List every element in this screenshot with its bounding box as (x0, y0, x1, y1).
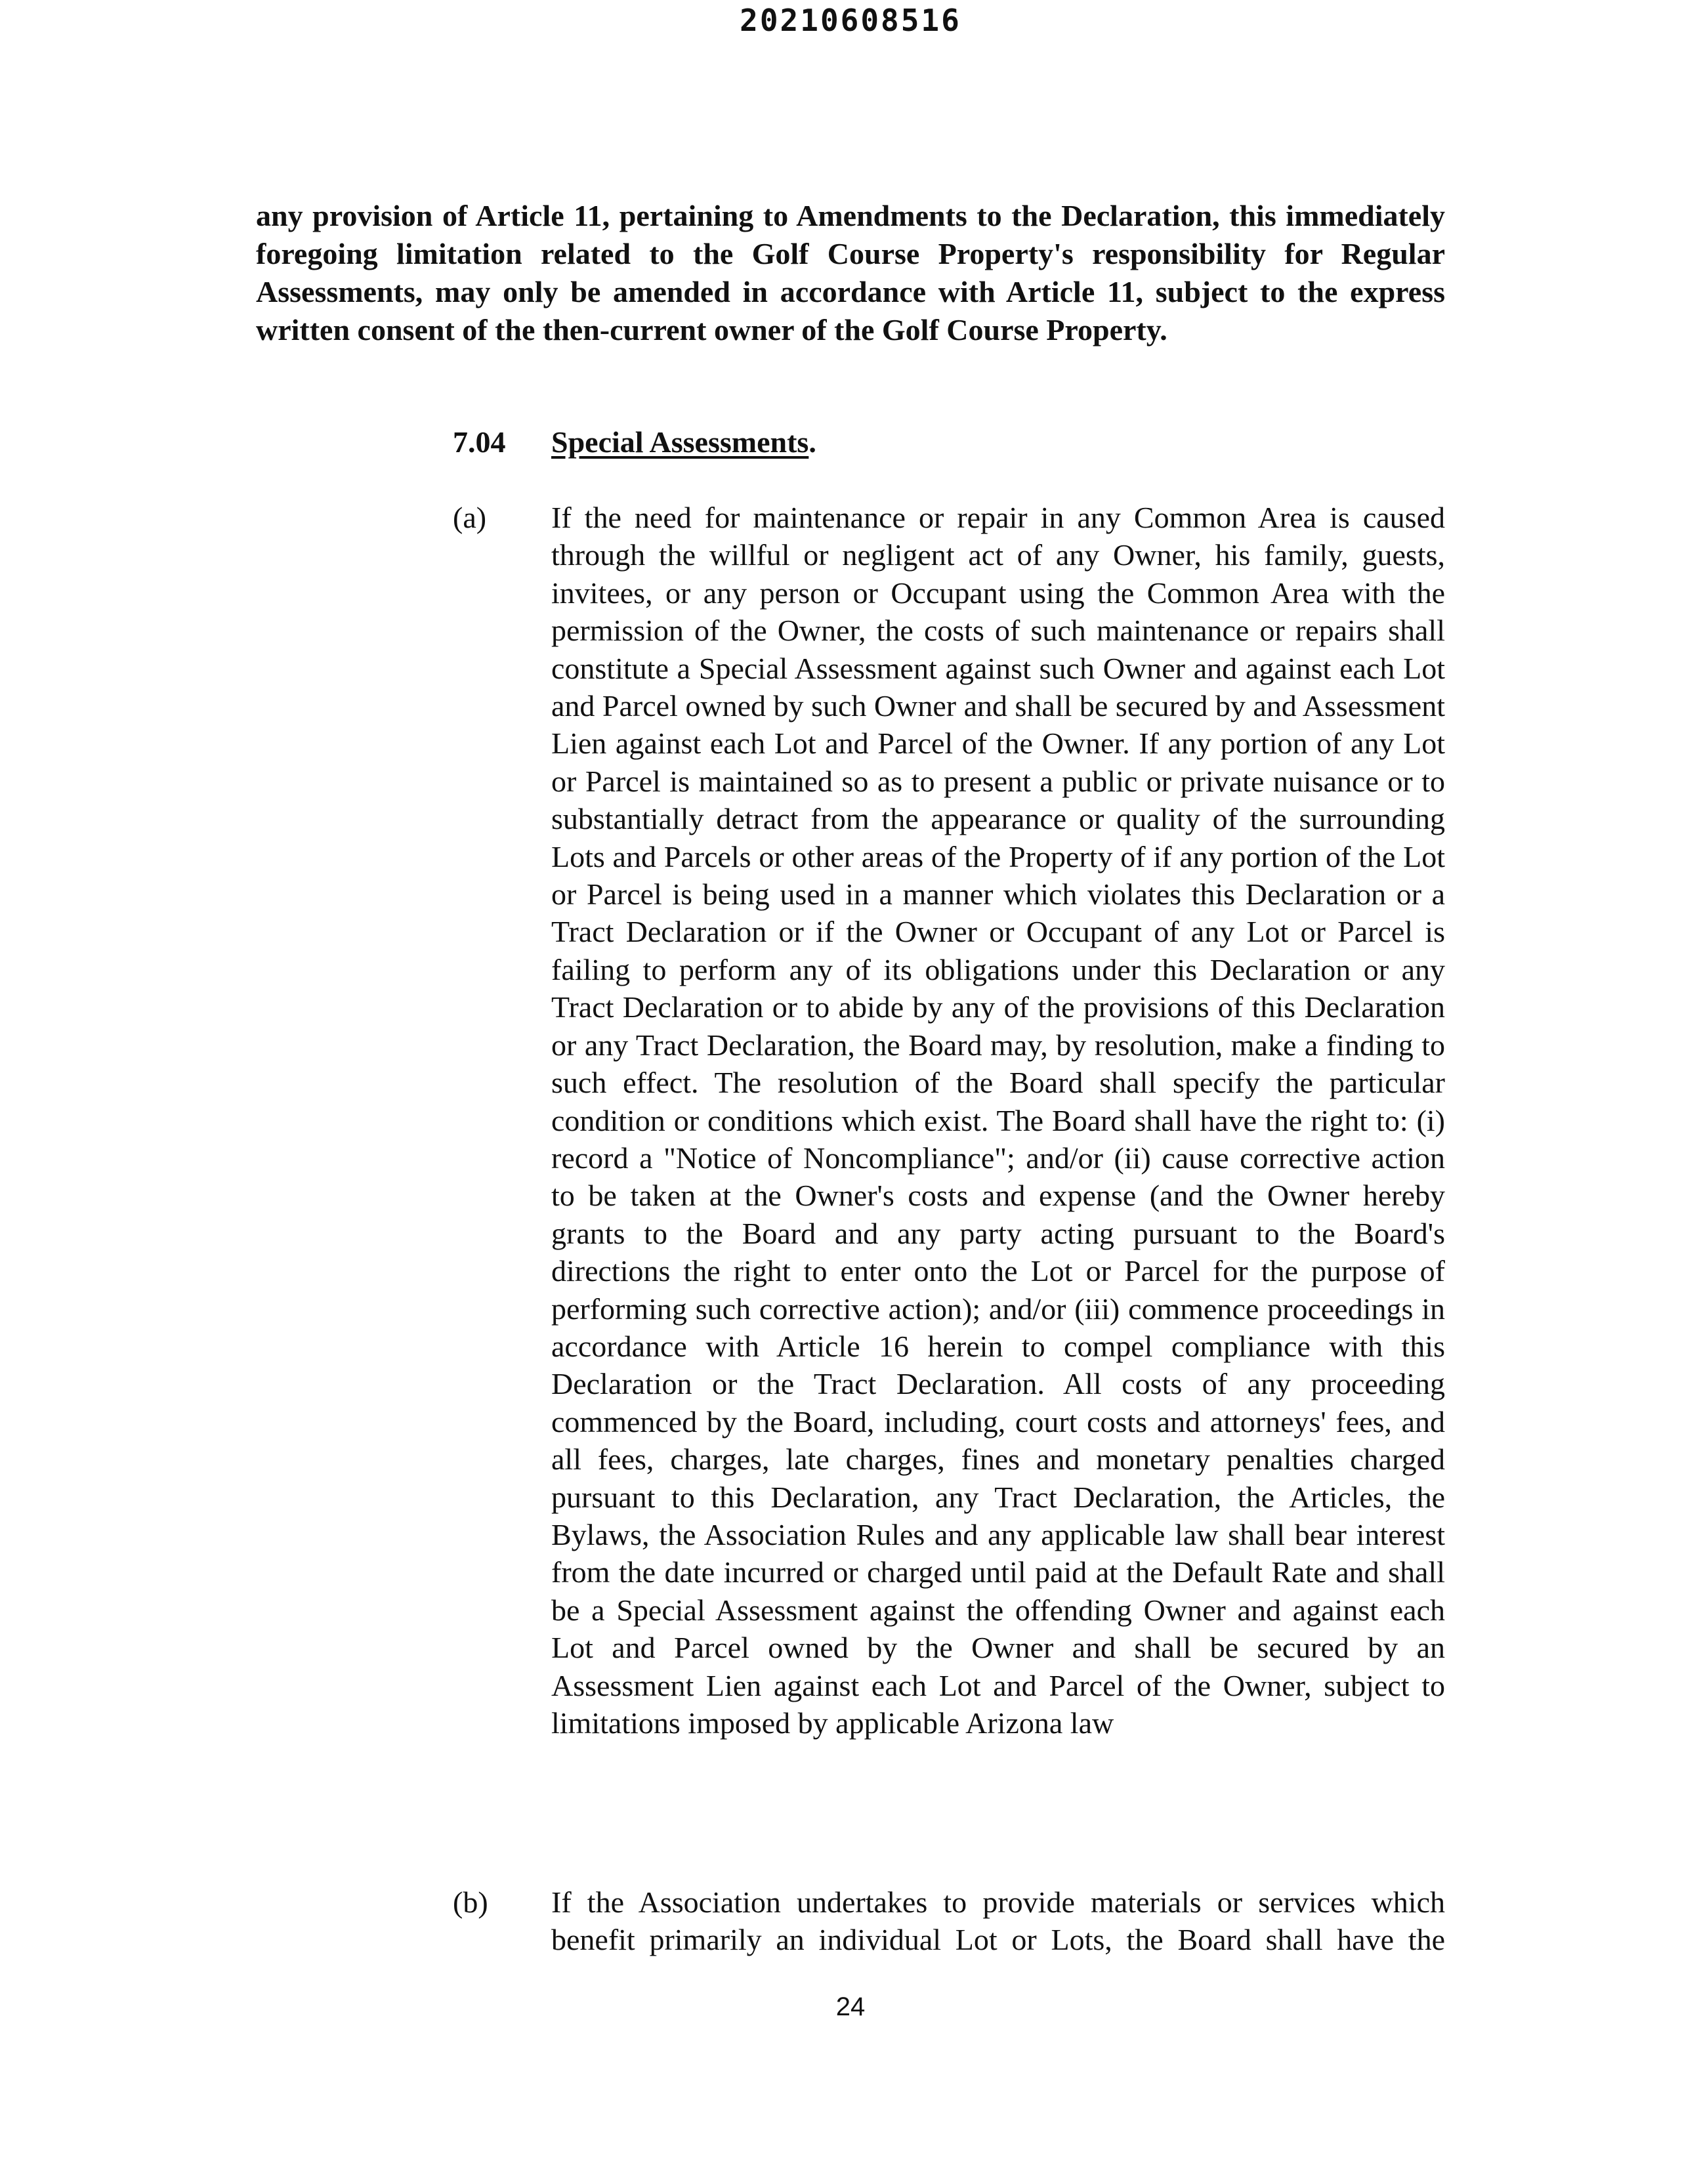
page-number: 24 (835, 1992, 866, 2021)
paragraph-a-label: (a) (453, 501, 487, 534)
section-title: Special Assessments (551, 425, 809, 459)
section-title-period: . (808, 425, 816, 459)
intro-paragraph: any provision of Article 11, pertaining to Amendments to the Declaration, this immediately foregoing limitation related to the Golf Course Property's responsibility for Regular Assessments, may only be amended in accordance with Article 11, subject to the express written consent of the then-current owner of the Golf Course Property. (256, 199, 1445, 346)
section-heading (453, 423, 816, 461)
paragraph-b-text: If the Association undertakes to provide materials or services which benefit primarily an individual Lot or Lots, the Board shall have the (551, 1885, 1445, 1957)
recording-number: 20210608516 (740, 3, 961, 38)
paragraph-b-label: (b) (453, 1885, 488, 1919)
paragraph-a-text: If the need for maintenance or repair in any Common Area is caused through the willful or negligent act of any Owner, his family, guests, invitees, or any person or Occupant using the Common Area with the permission of the Owner, the costs of such maintenance or repairs shall constitute a Special Assessment against such Owner and against each Lot and Parcel owned by such Owner and shall be secured by and Assessment Lien against each Lot and Parcel of the Owner. If any portion of any Lot or Parcel is maintained so as to present a public or private nuisance or to substantially detract from the appearance or quality of the surrounding Lots and Parcels or other areas of the Property of if any portion of the Lot or Parcel is being used in a manner which violates this Declaration or a Tract Declaration or if the Owner or Occupant of any Lot or Parcel is failing to perform any of its obligations under this Declaration or any Tract Declaration or to abide by any of the provisions of this Declaration or any Tract Declaration, the Board may, by resolution, make a finding to such effect. The resolution of the Board shall specify the particular condition or conditions which exist. The Board shall have the right to: (i) record a "Notice of Noncompliance"; and/or (ii) cause corrective action to be taken at the Owner's costs and expense (and the Owner hereby grants to the Board and any party acting pursuant to the Board's directions the right to enter onto the Lot or Parcel for the purpose of performing such corrective action); and/or (iii) commence proceedings in accordance with Article 16 herein to compel compliance with this Declaration or the Tract Declaration. All costs of any proceeding commenced by the Board, including, court costs and attorneys' fees, and all fees, charges, late charges, fines and monetary penalties charged pursuant to this Declaration, any Tract Declaration, the Articles, the Bylaws, the Association Rules and any applicable law shall bear interest from the date incurred or charged until paid at the Default Rate and shall be a Special Assessment against the offending Owner and against each Lot and Parcel owned by the Owner and shall be secured by an Assessment Lien against each Lot and Parcel of the Owner, subject to limitations imposed by applicable Arizona law (551, 501, 1445, 1740)
section-number: 7.04 (453, 425, 506, 459)
